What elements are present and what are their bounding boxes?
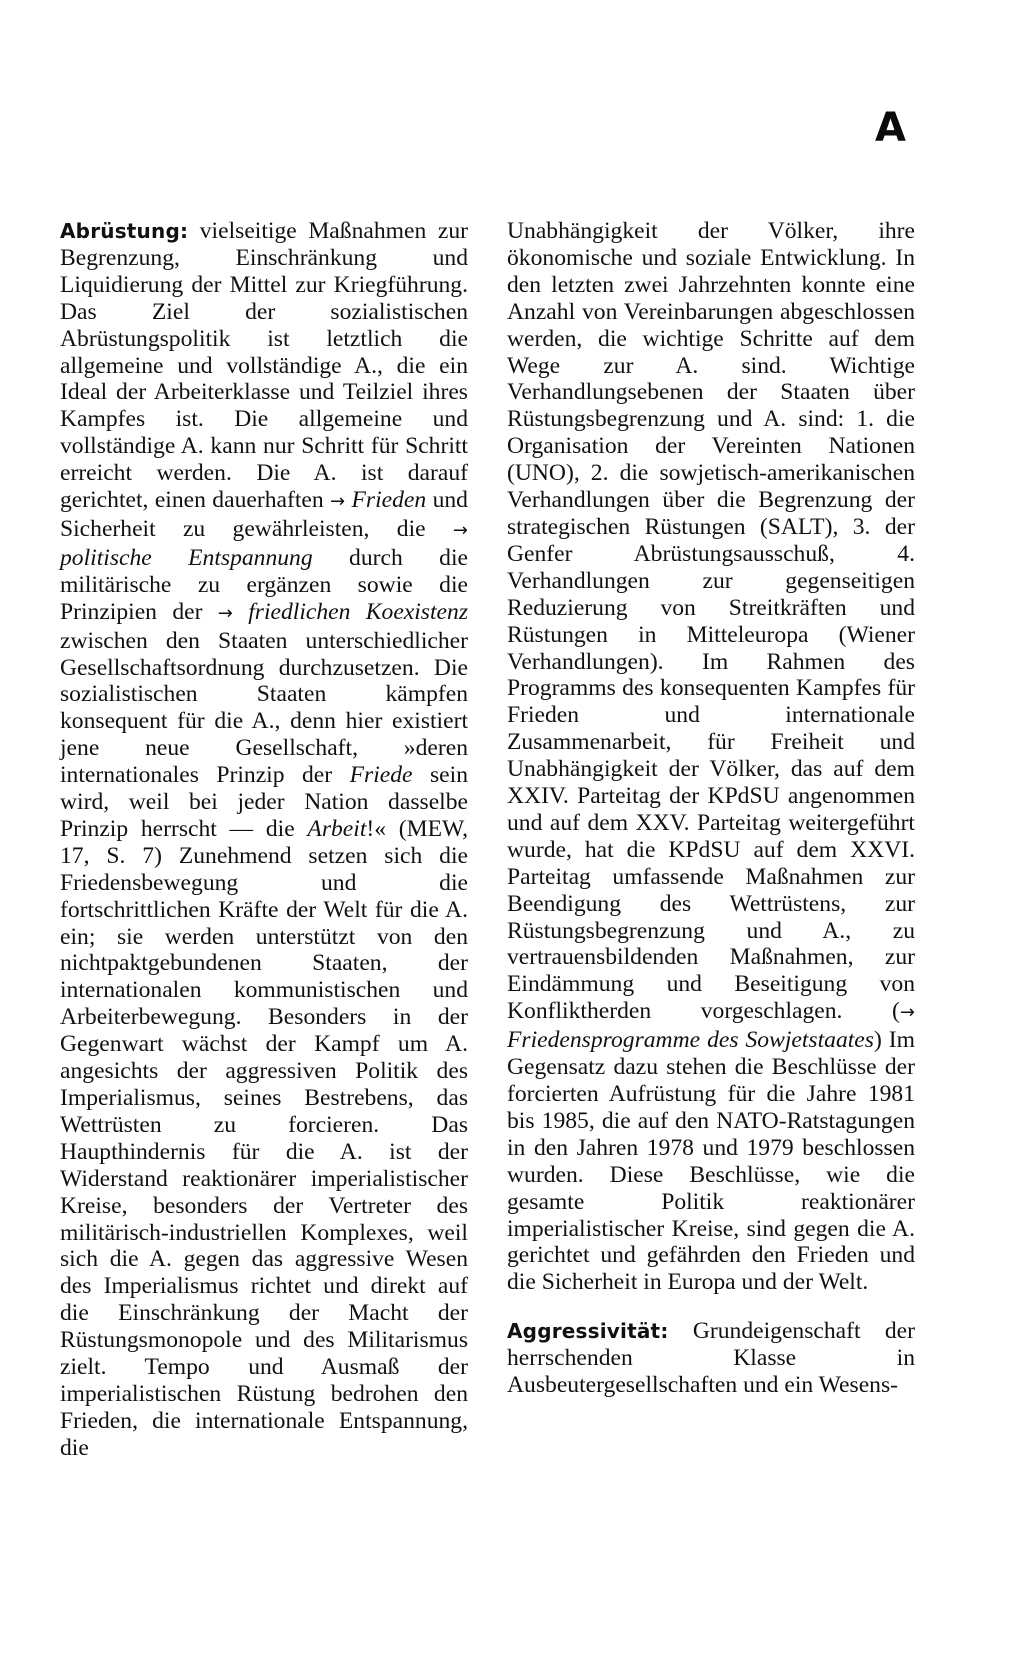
entry-text: Unabhängigkeit der Völker, ihre ökonomische und soziale Entwicklung. In den letzten zwei Jahrzehnten konnte eine Anzahl von Vereinbarungen abgeschlossen werden, die wichtige Schritte auf dem Wege zur A. sind. Wichtige Verhandlungsebenen der Staaten über Rüstungsbegrenzung und A. sind: 1. die Organisation der Vereinten Nationen (UNO), 2. die sowjetisch-amerikanischen Verhandlungen über die Begrenzung der strategischen Rüstungen (SALT), 3. der Genfer Abrüstungsausschuß, 4. Verhandlungen zur gegenseitigen Reduzierung von Streitkräften und Rüstungen in Mitteleuropa (Wiener Verhandlungen). Im Rahmen des Programms des konsequenten Kampfes für Frieden und internationale Zusammenarbeit, für Freiheit und Unabhängigkeit der Völker, das auf dem XXIV. Parteitag der KPdSU angenommen und auf dem XXV. Parteitag weitergeführt wurde, hat die KPdSU auf dem XXVI. Parteitag umfassende Maßnahmen zur Beendigung des Wettrüstens, zur Rüstungsbegrenzung und A., zu vertrauensbildenden Maßnahmen, zur Eindämmung und Beseitigung von Konfliktherden vorgeschlagen. ( (507, 218, 915, 1025)
right-column (507, 218, 915, 1399)
quote-emphasis: Friede (349, 762, 413, 789)
entry-text: sein wird, weil bei jeder Nation dasselbe Prinzip herrscht — die (60, 762, 469, 842)
entry-text: Grundeigenschaft der herrschenden Klasse in Ausbeutergesellschaften und ein Wesens- (507, 1318, 915, 1399)
entry-headword: Aggressivität: (507, 1319, 669, 1344)
cross-reference-friedensprogramme[interactable]: Friedensprogramme des Sowjetstaates (507, 1027, 874, 1054)
cross-reference-arrow-icon: → (899, 1002, 915, 1024)
cross-reference-politische-entspannung[interactable]: politische Entspannung (60, 544, 313, 571)
quote-emphasis: Arbeit (307, 815, 367, 842)
cross-reference-frieden[interactable]: Frieden (345, 487, 427, 514)
cross-reference-friedliche-koexistenz[interactable]: friedlichen Koexistenz (232, 598, 468, 625)
section-letter: A (875, 105, 906, 151)
entry-text: und Sicherheit zu gewährleisten, die (60, 487, 468, 542)
entry-text: vielseitige Maßnahmen zur Begrenzung, Einschränkung und Liquidierung der Mittel zur Kriegführung. Das Ziel der sozialistischen Abrüstungspolitik ist letztlich die allgemeine und vollständige A., die ein Ideal der Arbeiterklasse und Teilziel ihres Kampfes ist. Die allgemeine und vollständige A. kann nur Schritt für Schritt erreicht werden. Die A. ist darauf gerichtet, einen dauerhaften (60, 218, 468, 514)
left-column (60, 218, 468, 1462)
cross-reference-arrow-icon: → (217, 602, 233, 624)
entry-text: zwischen den Staaten unterschiedlicher Gesellschaftsordnung durchzusetzen. Die sozialistischen Staaten kämpfen konsequent für die A., denn hier existiert jene neue Gesellschaft, »deren internationales Prinzip der (60, 627, 468, 789)
entry-headword: Abrüstung: (60, 219, 189, 243)
entry-abruestung-continued (507, 218, 915, 1296)
entry-text: !« (MEW, 17, S. 7) Zunehmend setzen sich die Friedensbewegung und die fortschrittlichen Kräfte der Welt für die A. ein; sie werden unterstützt von den nichtpaktgebundenen Staaten, der internationalen kommunistischen und Arbeiterbewegung. Besonders in der Gegenwart wächst der Kampf um A. angesichts der aggressiven Politik des Imperialismus, seines Bestrebens, das Wettrüsten zu forcieren. Das Haupthindernis für die A. ist der Widerstand reaktionärer imperialistischer Kreise, besonders der Vertreter des militärisch-industriellen Komplexes, weil sich die A. gegen das aggressive Wesen des Imperialismus richtet und direkt auf die Einschränkung der Macht der Rüstungsmonopole und des Militarismus zielt. Tempo und Ausmaß der imperialistischen Rüstung bedrohen den Frieden, die internationale Entspannung, die (60, 815, 469, 1461)
entry-abruestung (60, 218, 468, 1462)
entry-text: ) Im Gegensatz dazu stehen die Beschlüsse der forcierten Aufrüstung für die Jahre 1981 bis 1985, die auf den NATO-Ratstagungen in den Jahren 1978 und 1979 beschlossen wurden. Diese Beschlüsse, wie die gesamte Politik reaktionärer imperialistischer Kreise, sind gegen die A. gerichtet und gefährden den Frieden und die Sicherheit in Europa und der Welt. (507, 1027, 915, 1296)
entry-text: durch die militärische zu ergänzen sowie die Prinzipien der (60, 544, 468, 625)
entry-aggressivitaet (507, 1318, 915, 1399)
cross-reference-arrow-icon: → (330, 491, 346, 513)
cross-reference-arrow-icon: → (452, 519, 468, 541)
